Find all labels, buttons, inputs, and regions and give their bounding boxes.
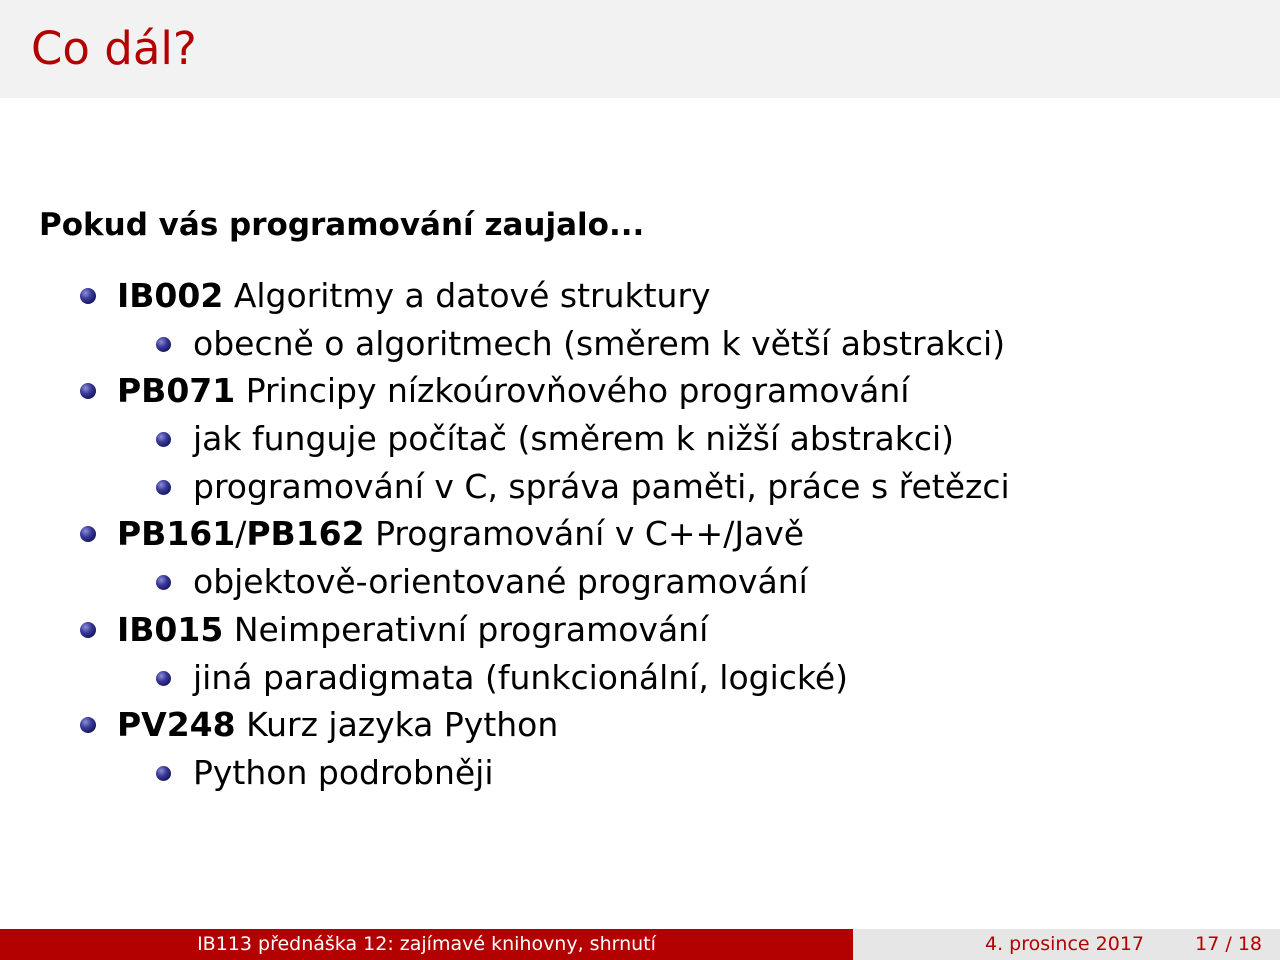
- bullet-icon: [156, 337, 171, 352]
- list-subitem: jiná paradigmata (funkcionální, logické): [0, 654, 1280, 702]
- list-subitem: obecně o algoritmech (směrem k větší abstrakci): [0, 320, 1280, 368]
- course-list: [0, 272, 1280, 797]
- slide-title: Co dál?: [31, 22, 197, 75]
- list-subitem: jak funguje počítač (směrem k nižší abstrakci): [0, 415, 1280, 463]
- course-code: IB002: [117, 276, 224, 315]
- list-subitem: Python podrobněji: [0, 749, 1280, 797]
- course-name: Programování v C++/Javě: [364, 514, 805, 554]
- course-name: Neimperativní programování: [223, 609, 709, 649]
- bullet-icon: [156, 671, 171, 686]
- bullet-icon: [156, 575, 171, 590]
- course-code: PB071: [117, 371, 236, 411]
- list-item: [0, 367, 1280, 415]
- bullet-icon: [80, 717, 96, 733]
- course-code: PV248: [117, 705, 236, 745]
- list-item: [0, 606, 1280, 654]
- course-code: IB015: [117, 609, 224, 649]
- footer-right: [853, 929, 1280, 960]
- footer: [0, 929, 1280, 960]
- bullet-icon: [80, 526, 96, 542]
- list-item: [0, 701, 1280, 749]
- course-code: PB161: [117, 514, 236, 554]
- title-bar: [0, 0, 1280, 98]
- bullet-icon: [156, 432, 171, 447]
- footer-lecture: IB113 přednáška 12: zajímavé knihovny, shrnutí: [0, 929, 853, 960]
- list-subitem: programování v C, správa paměti, práce s řetězci: [0, 463, 1280, 511]
- page-number: 17 / 18: [1195, 933, 1262, 955]
- bullet-icon: [156, 766, 171, 781]
- list-item: [0, 272, 1280, 320]
- course-code: PB162: [246, 514, 365, 554]
- course-name: Algoritmy a datové struktury: [223, 276, 711, 315]
- bullet-icon: [156, 480, 171, 495]
- list-subitem: objektově-orientované programování: [0, 558, 1280, 606]
- bullet-icon: [80, 288, 96, 304]
- list-item: [0, 510, 1280, 558]
- course-name: Principy nízkoúrovňového programování: [235, 371, 910, 411]
- course-code-separator: /: [235, 514, 247, 554]
- slide-heading: Pokud vás programování zaujalo...: [39, 207, 645, 243]
- course-name: Kurz jazyka Python: [235, 705, 559, 745]
- bullet-icon: [80, 383, 96, 399]
- footer-date: 4. prosince 2017: [985, 933, 1144, 955]
- bullet-icon: [80, 622, 96, 638]
